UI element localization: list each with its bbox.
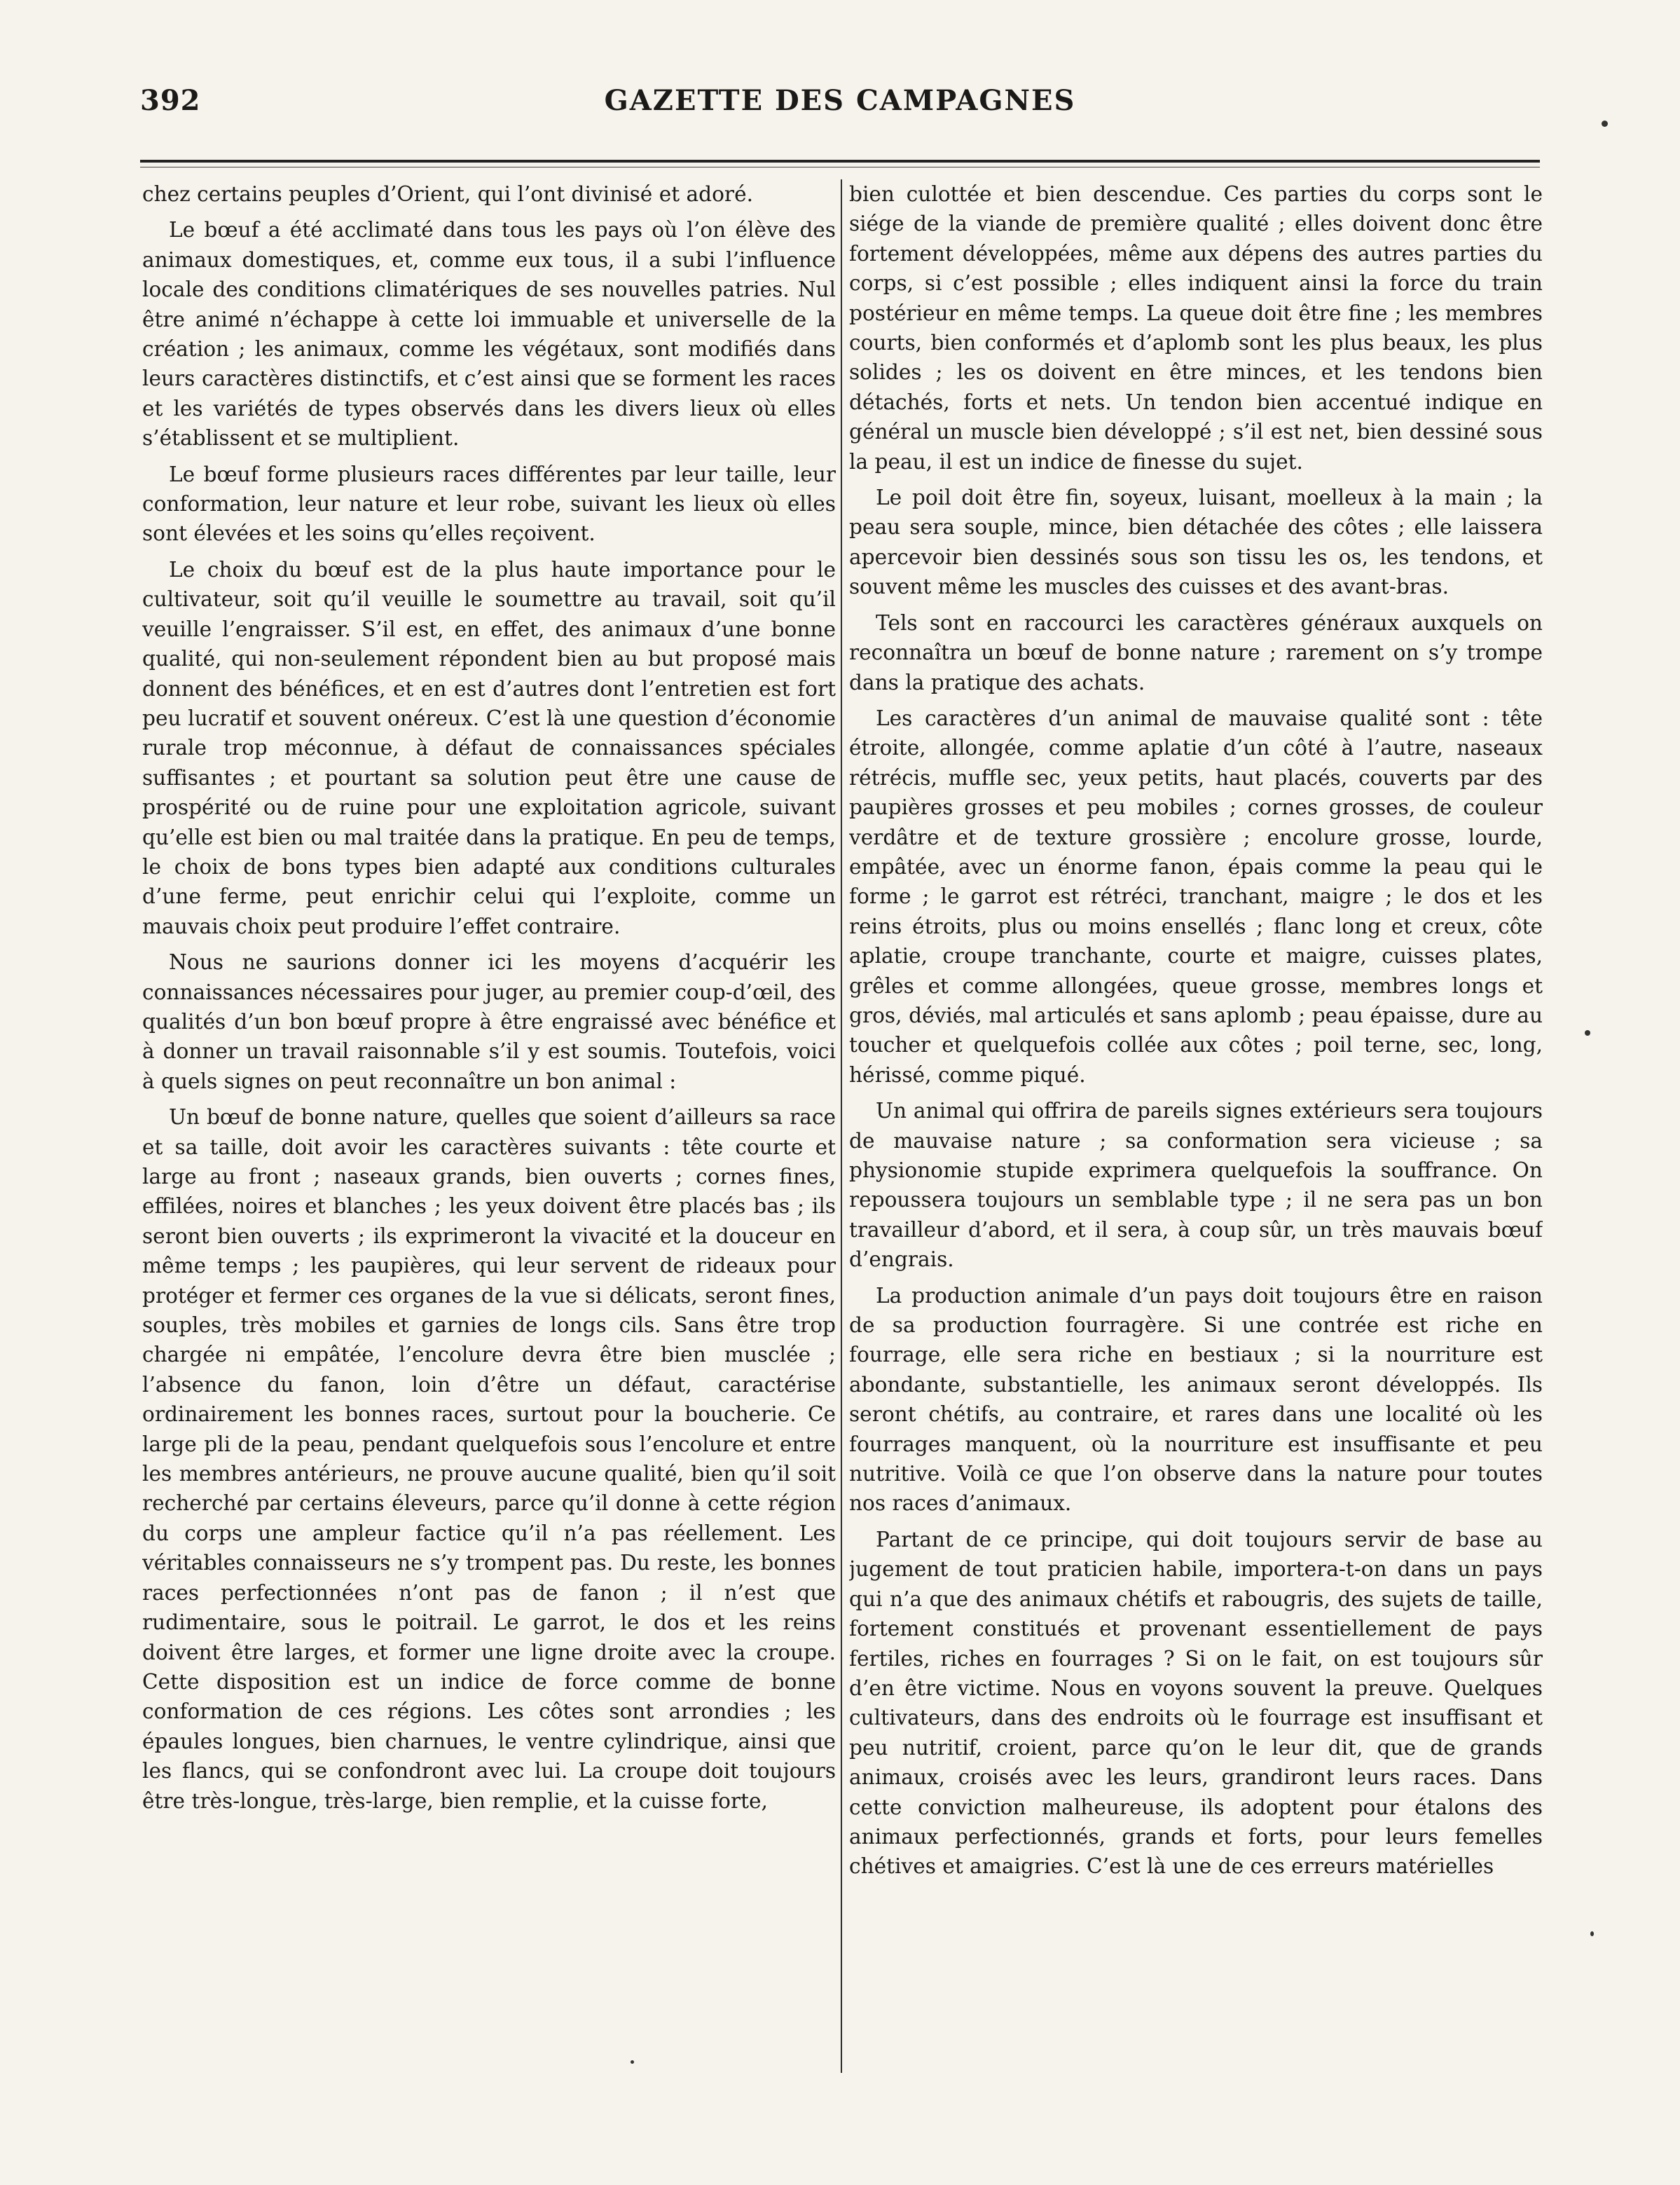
ink-speck: [1585, 1030, 1590, 1036]
page-header: [140, 84, 1540, 140]
ink-speck: [1602, 121, 1608, 127]
paragraph: Les caractères d’un animal de mauvaise qualité sont : tête étroite, allongée, comme aplatie d’un côté à l’autre, naseaux rétrécis, muffle sec, yeux petits, haut placés, couverts par des paupières grosses et peu mobiles ; cornes grosses, de couleur verdâtre et de texture grossière ; encolure grosse, lourde, empâtée, avec un énorme fanon, épais comme la peau qui le forme ; le garrot est rétréci, tranchant, maigre ; le dos et les reins étroits, plus ou moins ensellés ; flanc long et creux, côte aplatie, croupe tranchante, courte et maigre, cuisses plates, grêles et comme allongées, queue grosse, membres longs et gros, déviés, mal articulés et sans aplomb ; peau épaisse, dure au toucher et quelquefois collée aux côtes ; poil terne, sec, long, hérissé, comme piqué.: [849, 706, 1543, 1087]
left-column: [142, 179, 836, 2066]
page-number: 392: [140, 84, 201, 117]
header-rule: [140, 160, 1540, 163]
paragraph: chez certains peuples d’Orient, qui l’ont divinisé et adoré.: [142, 182, 754, 206]
paragraph: Nous ne saurions donner ici les moyens d’acquérir les connaissances nécessaires pour juger, au premier coup-d’œil, des qualités d’un bon bœuf propre à être engraissé avec bénéfice et à donner un travail raisonnable s’il y est soumis. Toutefois, voici à quels signes on peut reconnaître un bon animal :: [142, 950, 836, 1093]
paragraph: Le poil doit être fin, soyeux, luisant, moelleux à la main ; la peau sera souple, mince, bien détachée des côtes ; elle laissera apercevoir bien dessinés sous son tissu les os, les tendons, et souvent même les muscles des cuisses et des avant-bras.: [849, 486, 1543, 599]
paragraph: Le bœuf forme plusieurs races différentes par leur taille, leur conformation, leur nature et leur robe, suivant les lieux où elles sont élevées et les soins qu’elles reçoivent.: [142, 462, 836, 546]
paragraph: Le bœuf a été acclimaté dans tous les pays où l’on élève des animaux domestiques, et, comme eux tous, il a subi l’influence locale des conditions climatériques de ses nouvelles patries. Nul être animé n’échappe à cette loi immuable et universelle de la création ; les animaux, comme les végétaux, sont modifiés dans leurs caractères distinctifs, et c’est ainsi que se forment les races et les variétés de types observés dans les divers lieux où elles s’établissent et se multiplient.: [142, 218, 836, 451]
right-column: [849, 179, 1543, 2066]
paragraph: bien culottée et bien descendue. Ces parties du corps sont le siége de la viande de première qualité ; elles doivent donc être fortement développées, même aux dépens des autres parties du corps, si c’est possible ; elles indiquent ainsi la force du train postérieur en même temps. La queue doit être fine ; les membres courts, bien conformés et d’aplomb sont les plus beaux, les plus solides ; les os doivent en être minces, et les tendons bien détachés, forts et nets. Un tendon bien accentué indique en général un muscle bien développé ; s’il est net, bien dessiné sous la peau, il est un indice de finesse du sujet.: [849, 182, 1543, 474]
paragraph: Partant de ce principe, qui doit toujours servir de base au jugement de tout praticien habile, importera-t-on dans un pays qui n’a que des animaux chétifs et rabougris, des sujets de taille, fortement constitués et provenant essentiellement de pays fertiles, riches en fourrages ? Si on le fait, on est toujours sûr d’en être victime. Nous en voyons souvent la preuve. Quelques cultivateurs, dans des endroits où le fourrage est insuffisant et peu nutritif, croient, parce qu’on le leur dit, que de grands animaux, croisés avec les leurs, grandiront leurs races. Dans cette conviction malheureuse, ils adoptent pour étalons des animaux perfectionnés, grands et forts, pour leurs femelles chétives et amaigries. C’est là une de ces erreurs matérielles: [849, 1527, 1543, 1879]
paragraph: Le choix du bœuf est de la plus haute importance pour le cultivateur, soit qu’il veuille le soumettre au travail, soit qu’il veuille l’engraisser. S’il est, en effet, des animaux d’une bonne qualité, qui non-seulement répondent bien au but proposé mais donnent des bénéfices, et en est d’autres dont l’entretien est fort peu lucratif et souvent onéreux. C’est là une question d’économie rurale trop méconnue, à défaut de connaissances spéciales suffisantes ; et pourtant sa solution peut être une cause de prospérité ou de ruine pour une exploitation agricole, suivant qu’elle est bien ou mal traitée dans la pratique. En peu de temps, le choix de bons types bien adapté aux conditions culturales d’une ferme, peut enrichir celui qui l’exploite, comme un mauvais choix peut produire l’effet contraire.: [142, 557, 836, 938]
paragraph: Un animal qui offrira de pareils signes extérieurs sera toujours de mauvaise nature ; sa conformation sera vicieuse ; sa physionomie stupide exprimera quelquefois la souffrance. On repoussera toujours un semblable type ; il ne sera pas un bon travailleur d’abord, et il sera, à coup sûr, un très mauvais bœuf d’engrais.: [849, 1099, 1543, 1272]
paragraph: Tels sont en raccourci les caractères généraux auxquels on reconnaîtra un bœuf de bonne nature ; rarement on s’y trompe dans la pratique des achats.: [849, 610, 1543, 694]
column-divider: [841, 179, 842, 2073]
ink-speck: [631, 2060, 634, 2064]
paragraph: Un bœuf de bonne nature, quelles que soient d’ailleurs sa race et sa taille, doit avoir les caractères suivants : tête courte et large au front ; naseaux grands, bien ouverts ; cornes fines, effilées, noires et blanches ; les yeux doivent être placés bas ; ils seront bien ouverts ; ils exprimeront la vivacité et la douceur en même temps ; les paupières, qui leur servent de rideaux pour protéger et fermer ces organes de la vue si délicats, seront fines, souples, très mobiles et garnies de longs cils. Sans être trop chargée ni empâtée, l’encolure devra être bien musclée ; l’absence du fanon, loin d’être un défaut, caractérise ordinairement les bonnes races, surtout pour la boucherie. Ce large pli de la peau, pendant quelquefois sous l’encolure et entre les membres antérieurs, ne prouve aucune qualité, bien qu’il soit recherché par certains éleveurs, parce qu’il donne à cette région du corps une ampleur factice qu’il n’a pas réellement. Les véritables connaisseurs ne s’y trompent pas. Du reste, les bonnes races perfectionnées n’ont pas de fanon ; il n’est que rudimentaire, sous le poitrail. Le garrot, le dos et les reins doivent être larges, et former une ligne droite avec la croupe. Cette disposition est un indice de force comme de bonne conformation de ces régions. Les côtes sont arrondies ; les épaules longues, bien charnues, le ventre cylindrique, ainsi que les flancs, qui se confondront avec lui. La croupe doit toujours être très-longue, très-large, bien remplie, et la cuisse forte,: [142, 1105, 836, 1813]
ink-speck: [1590, 1931, 1594, 1936]
running-title: GAZETTE DES CAMPAGNES: [604, 84, 1076, 117]
paragraph: La production animale d’un pays doit toujours être en raison de sa production fourragère. Si une contrée est riche en fourrage, elle sera riche en bestiaux ; si la nourriture est abondante, substantielle, les animaux seront développés. Ils seront chétifs, au contraire, et rares dans une localité où les fourrages manquent, où la nourriture est insuffisante et peu nutritive. Voilà ce que l’on observe dans la nature pour toutes nos races d’animaux.: [849, 1283, 1543, 1516]
